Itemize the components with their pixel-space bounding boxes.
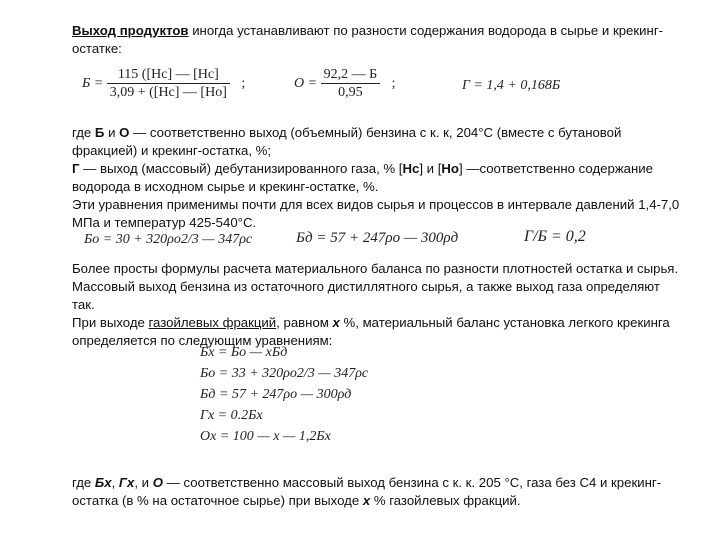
formula-b-lhs: Б = — [82, 75, 104, 91]
density-text: Более просты формулы расчета материального баланса по разности плотностей остатка и сырья. Массовый выход бензина из остаточного дистиллятного сырья, а также выход газа определяют так. — [72, 261, 679, 312]
result-text: — соответственно массовый выход бензина с к. к. 205 °С, газа без С4 и крекинг-остатка (в % на остаточное сырье) при выходе — [72, 475, 662, 508]
density-text: %, материальный баланс установка легкого крекинга определяется по следующим уравнениям: — [72, 315, 670, 348]
result-text: , и — [134, 475, 153, 490]
symbol-bx: Бх — [94, 475, 112, 490]
def-applicability: Эти уравнения применимы почти для всех видов сырья и процессов в интервале давлений 1,4-7,0 МПа и температур 425-540°С. — [72, 197, 680, 230]
result-text: , — [111, 475, 119, 490]
formula-bd-row2: Бд = 57 + 247ρо — 300ρд — [296, 230, 459, 246]
def-text: где — [72, 125, 95, 140]
density-paragraph — [72, 260, 682, 350]
formula-g: Г = 1,4 + 0,168Б — [462, 78, 561, 93]
formula-bo-row2: Бо = 30 + 320ρо2/3 — 347ρс — [84, 232, 253, 247]
result-text: % газойлевых фракций. — [370, 493, 521, 508]
x-variable: x — [362, 493, 371, 508]
symbol-gx: Гх — [118, 475, 135, 490]
symbol-o: О — [152, 475, 163, 490]
equation-bo: Бо = 33 + 320ρо2/3 — 347ρс — [200, 366, 369, 381]
def-text: ] —соответственно содержание водорода в исходном сырье и крекинг-остатке, %. — [72, 161, 653, 194]
formula-semicolon-1: ; — [241, 75, 246, 91]
def-text: — выход (массовый) дебутанизированного газа, % [ — [79, 161, 403, 176]
intro-paragraph — [72, 22, 682, 58]
formula-row-1 — [82, 66, 245, 101]
equation-gx: Гх = 0.2Бх — [200, 408, 263, 423]
intro-rest: иногда устанавливают по разности содержания водорода в сырье и крекинг-остатке: — [72, 23, 664, 56]
equation-bd: Бд = 57 + 247ρо — 300ρд — [200, 387, 352, 402]
gasoil-fractions-link-text: газойлевых фракций — [148, 315, 277, 330]
def-text: — соответственно выход (объемный) бензина с к. к, 204°С (вместе с бутановой фракцией) и крекинг-остатка, %; — [72, 125, 622, 158]
formula-o — [294, 66, 396, 101]
formula-o-fraction — [321, 66, 381, 101]
formula-b-fraction — [107, 66, 230, 101]
formula-b-denominator: 3,09 + ([Нс] — [Но] — [109, 85, 227, 100]
formula-o-denominator: 0,95 — [338, 85, 363, 100]
def-symbol-g: Г — [72, 161, 80, 176]
formula-semicolon-2: ; — [391, 75, 396, 91]
x-variable: x — [332, 315, 340, 330]
def-text: ] и [ — [419, 161, 442, 176]
intro-lead: Выход продуктов — [72, 23, 189, 38]
def-symbol-ho: Но — [441, 161, 459, 176]
formula-o-numerator: 92,2 — Б — [321, 66, 381, 84]
def-symbol-b: Б — [94, 125, 105, 140]
def-symbol-hc: Нс — [402, 161, 420, 176]
result-paragraph — [72, 474, 682, 510]
equation-ox: Ох = 100 — х — 1,2Бх — [200, 429, 331, 444]
def-symbol-o: О — [119, 125, 130, 140]
density-text: При выходе — [72, 315, 149, 330]
formula-block — [200, 342, 368, 447]
formula-o-lhs: О = — [294, 75, 318, 91]
def-text: и — [104, 125, 120, 140]
formula-gb-row2: Г/Б = 0,2 — [524, 228, 586, 245]
result-text: где — [72, 475, 95, 490]
formula-b-numerator: 115 ([Нс] — [Нс] — [107, 66, 230, 84]
density-text: , равном — [276, 315, 333, 330]
equation-bx: Бх = Бо — хБд — [200, 345, 288, 360]
definitions-paragraph — [72, 124, 682, 232]
